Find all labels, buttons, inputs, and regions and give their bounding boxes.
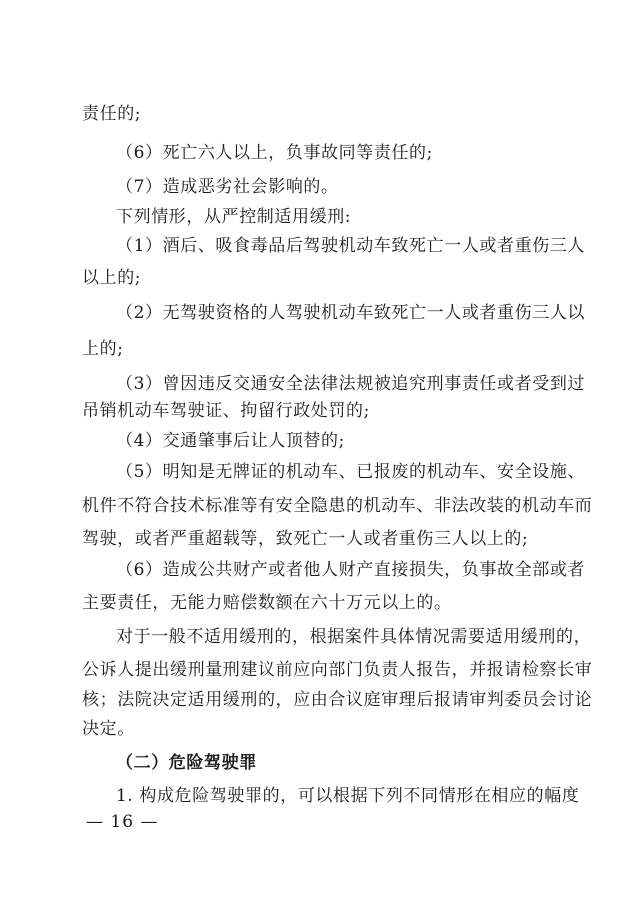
text-line-6: 以上的;	[82, 268, 142, 288]
text-line-14: 驾驶，或者严重超载等，致死亡一人或者重伤三人以上的;	[82, 529, 529, 549]
text-line-8: 上的;	[82, 339, 124, 359]
text-line-2: （6）死亡六人以上，负事故同等责任的;	[116, 143, 433, 163]
text-line-16: 主要责任，无能力赔偿数额在六十万元以上的。	[82, 593, 452, 613]
text-line-19: 核；法院决定适用缓刑的，应由合议庭审理后报请审判委员会讨论	[82, 690, 593, 710]
text-line-9: （3）曾因违反交通安全法律法规被追究刑事责任或者受到过	[116, 374, 586, 394]
text-line-10: 吊销机动车驾驶证、拘留行政处罚的;	[82, 401, 370, 421]
text-line-18: 公诉人提出缓刑量刑建议前应向部门负责人报告，并报请检察长审	[82, 660, 593, 680]
text-line-1: 责任的;	[82, 104, 142, 124]
text-line-11: （4）交通肇事后让人顶替的;	[116, 431, 345, 451]
section-heading: （二）危险驾驶罪	[116, 753, 257, 773]
text-line-3: （7）造成恶劣社会影响的。	[116, 177, 339, 197]
text-line-5: （1）酒后、吸食毒品后驾驶机动车致死亡一人或者重伤三人	[116, 236, 586, 256]
text-line-13: 机件不符合技术标准等有安全隐患的机动车、非法改装的机动车而	[82, 496, 593, 516]
text-line-20: 决定。	[82, 719, 135, 739]
page-number: — 16 —	[86, 812, 159, 832]
text-line-4: 下列情形，从严控制适用缓刑:	[116, 207, 352, 227]
text-line-22: 1. 构成危险驾驶罪的，可以根据下列不同情形在相应的幅度	[116, 786, 580, 806]
text-line-17: 对于一般不适用缓刑的，根据案件具体情况需要适用缓刑的，	[116, 627, 592, 647]
text-line-12: （5）明知是无牌证的机动车、已报废的机动车、安全设施、	[116, 462, 586, 482]
text-line-15: （6）造成公共财产或者他人财产直接损失，负事故全部或者	[116, 560, 586, 580]
text-line-7: （2）无驾驶资格的人驾驶机动车致死亡一人或者重伤三人以	[116, 303, 586, 323]
